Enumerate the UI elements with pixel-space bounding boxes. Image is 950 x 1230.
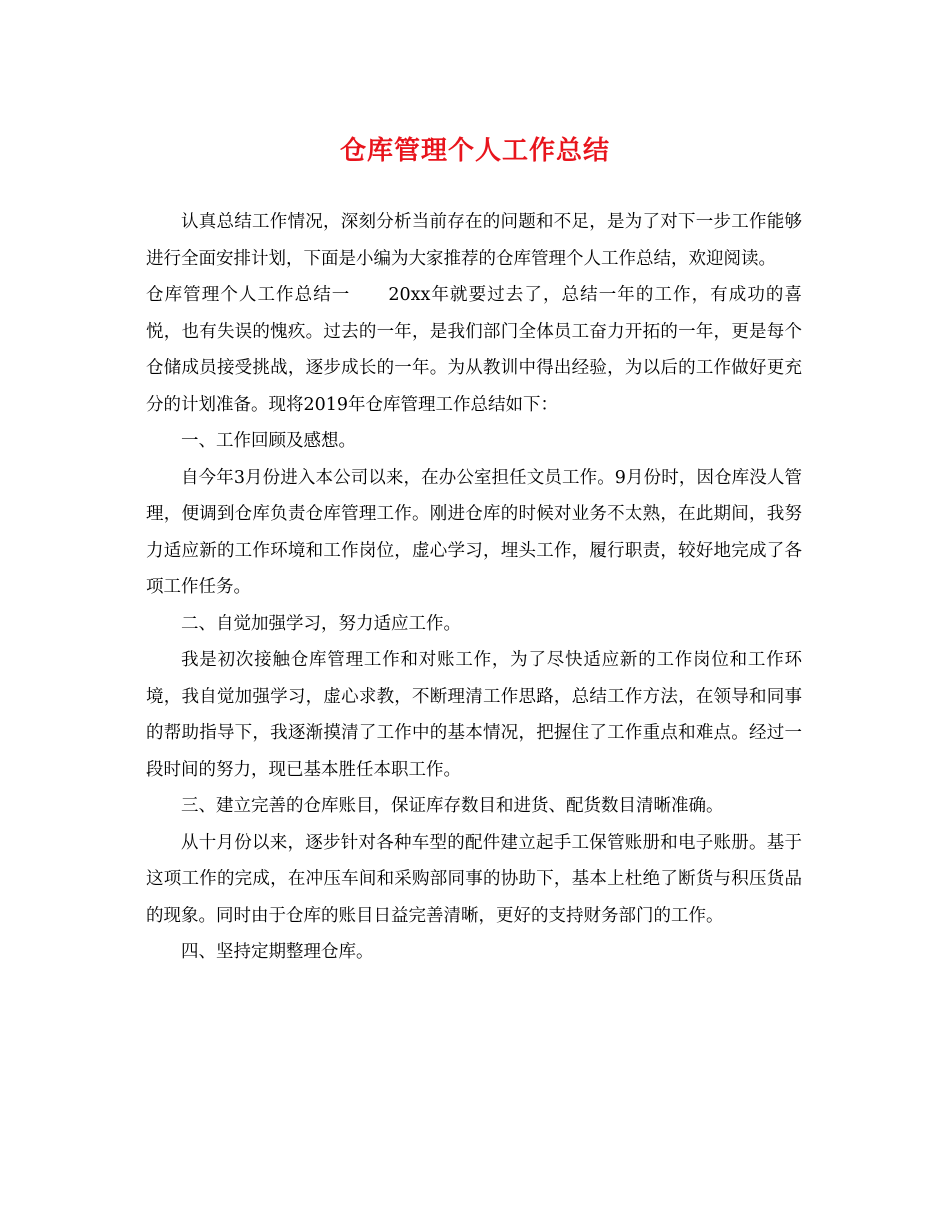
paragraph-review: 自今年3月份进入本公司以来，在办公室担任文员工作。9月份时，因仓库没人管理，便调到仓库负责仓库管理工作。刚进仓库的时候对业务不太熟，在此期间，我努力适应新的工作环境和工作岗位，虚心学习，埋头工作，履行职责，较好地完成了各项工作任务。: [146, 467, 802, 597]
heading-study: 二、自觉加强学习，努力适应工作。: [181, 613, 461, 634]
document-body: [146, 204, 802, 971]
heading-accounts: 三、建立完善的仓库账目，保证库存数目和进货、配货数目清晰准确。: [181, 796, 724, 816]
paragraph-study: 我是初次接触仓库管理工作和对账工作，为了尽快适应新的工作岗位和工作环境，我自觉加强学习，虚心求教，不断理清工作思路，总结工作方法，在领导和同事的帮助指导下，我逐渐摸清了工作中的基本情况，把握住了工作重点和难点。经过一段时间的努力，现已基本胜任本职工作。: [146, 650, 802, 780]
document-title: 仓库管理个人工作总结: [339, 136, 610, 166]
heading-organize: 四、坚持定期整理仓库。: [181, 942, 374, 962]
section-one-text: 20xx年就要过去了，总结一年的工作，有成功的喜悦，也有失误的愧疚。过去的一年，是我们部门全体员工奋力开拓的一年，更是每个仓储成员接受挑战，逐步成长的一年。为从教训中得出经验，为以后的工作做好更充分的计划准备。现将2019年仓库管理工作总结如下：: [146, 285, 802, 415]
heading-review: 一、工作回顾及感想。: [181, 431, 356, 451]
section-one-paragraph: [146, 277, 802, 423]
section-one-heading: 仓库管理个人工作总结一: [146, 285, 351, 305]
paragraph-accounts: 从十月份以来，逐步针对各种车型的配件建立起手工保管账册和电子账册。基于这项工作的完成，在冲压车间和采购部同事的协助下，基本上杜绝了断货与积压货品的现象。同时由于仓库的账目日益完善清晰，更好的支持财务部门的工作。: [146, 832, 802, 926]
intro-paragraph: 认真总结工作情况，深刻分析当前存在的问题和不足，是为了对下一步工作能够进行全面安排计划，下面是小编为大家推荐的仓库管理个人工作总结，欢迎阅读。: [146, 212, 802, 269]
